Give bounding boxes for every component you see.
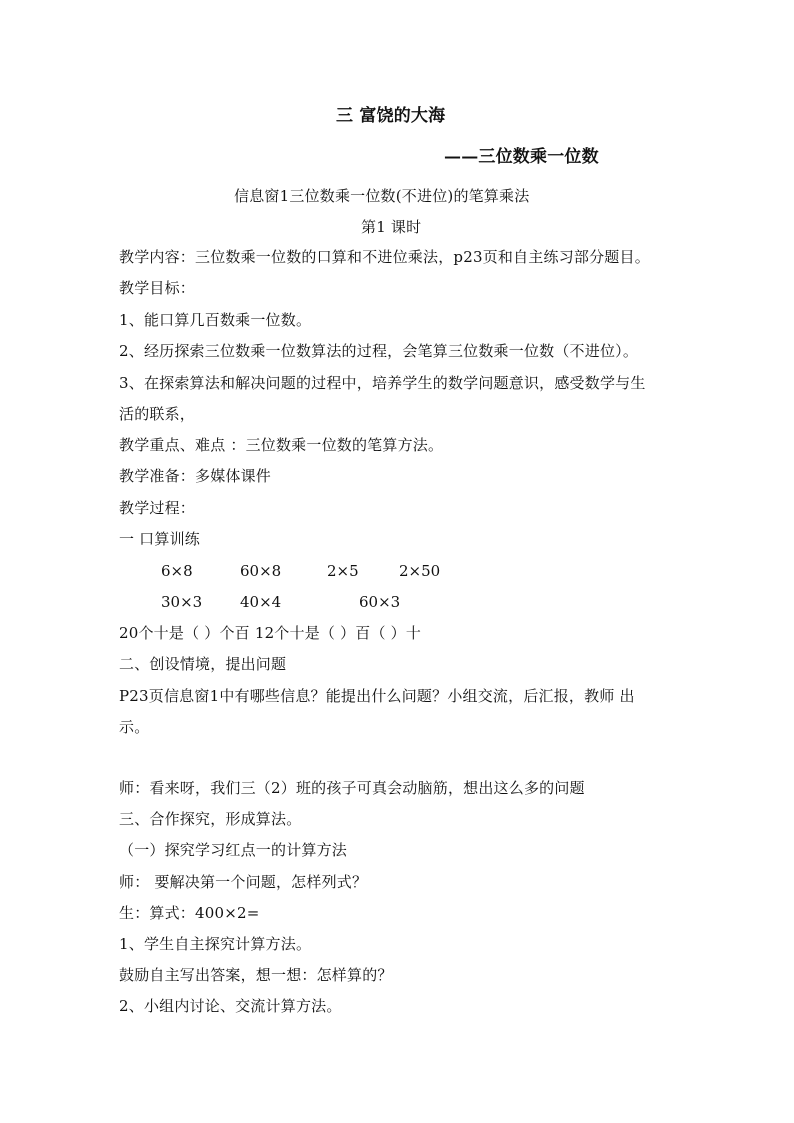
step-2: 2、小组内讨论、交流计算方法。	[119, 997, 342, 1015]
section-2-heading: 二、创设情境，提出问题	[119, 655, 287, 673]
step-1: 1、学生自主探究计算方法。	[119, 935, 312, 953]
goal-3-line-1: 3、在探索算法和解决问题的过程中，培养学生的数学问题意识，感受数学与生	[119, 374, 646, 392]
oral-item: 60×3	[359, 593, 401, 611]
oral-item: 2×50	[399, 562, 441, 580]
oral-item: 30×3	[161, 593, 203, 611]
oral-item: 2×5	[327, 562, 359, 580]
oral-item: 60×8	[240, 562, 282, 580]
teaching-process: 教学过程：	[119, 499, 196, 517]
section-3-heading: 三、合作探究，形成算法。	[119, 810, 302, 828]
student-answer: 生：算式：400×2=	[119, 904, 260, 922]
lesson-number: 第1 课时	[361, 218, 422, 236]
subsection-1-heading: （一）探究学习红点一的计算方法	[119, 841, 348, 859]
document-title: 三 富饶的大海	[336, 106, 446, 126]
oral-item: 40×4	[240, 593, 282, 611]
teaching-goals-heading: 教学目标：	[119, 279, 196, 297]
info-window-heading: 信息窗1三位数乘一位数(不进位)的笔算乘法	[234, 187, 530, 205]
p23-question-line-2: 示。	[119, 718, 150, 736]
goal-2: 2、经历探索三位数乘一位数算法的过程，会笔算三位数乘一位数（不进位）。	[119, 342, 639, 360]
section-1-heading: 一 口算训练	[119, 530, 200, 548]
document-subtitle: ——三位数乘一位数	[444, 147, 599, 167]
p23-question-line-1: P23页信息窗1中有哪些信息？能提出什么问题？小组交流，后汇报，教师 出	[119, 687, 635, 705]
teaching-content: 教学内容：三位数乘一位数的口算和不进位乘法，p23页和自主练习部分题目。	[119, 248, 650, 266]
goal-3-line-2: 活的联系，	[119, 405, 196, 423]
encourage-line: 鼓励自主写出答案，想一想：怎样算的？	[119, 966, 393, 984]
oral-item: 6×8	[161, 562, 193, 580]
teacher-question: 师： 要解决第一个问题，怎样列式？	[119, 873, 368, 891]
tens-exercise: 20个十是（ ）个百 12个十是（ ）百（ ）十	[119, 624, 422, 642]
teaching-preparation: 教学准备：多媒体课件	[119, 467, 272, 485]
teacher-remark: 师：看来呀，我们三（2）班的孩子可真会动脑筋，想出这么多的问题	[119, 779, 585, 797]
key-points: 教学重点、难点 ：三位数乘一位数的笔算方法。	[119, 436, 444, 454]
goal-1: 1、能口算几百数乘一位数。	[119, 311, 312, 329]
